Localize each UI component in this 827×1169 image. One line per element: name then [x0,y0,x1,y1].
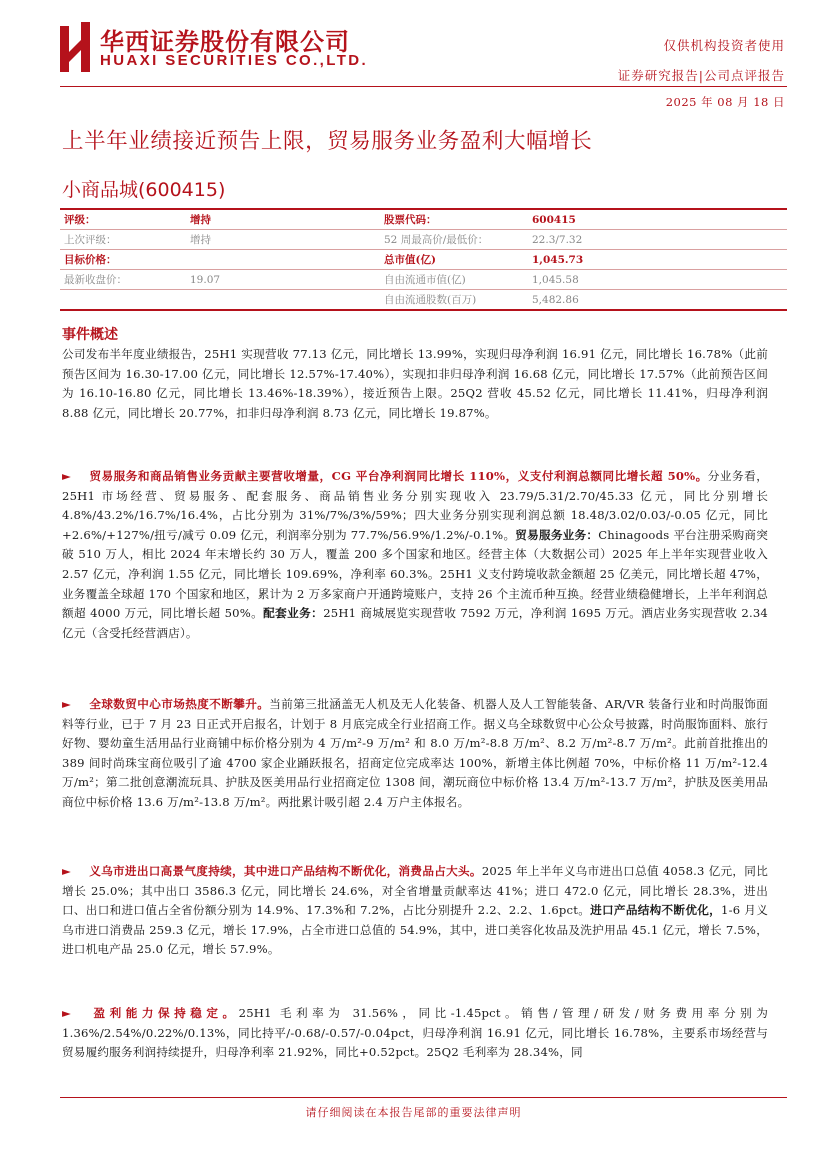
report-date: 2025 年 08 月 18 日 [665,95,785,109]
section-subheading: 贸易服务业务： [515,527,599,542]
table-cell: 自由流通市值(亿) [380,270,528,290]
bullet-arrow-icon: ► [62,469,72,483]
brand-name-en: HUAXI SECURITIES CO.,LTD. [100,52,369,69]
table-cell: 上次评级： [60,230,186,250]
section-text: 25H1 商城展览实现营收 7592 万元，净利润 1695 万元。酒店业务实现营收 2.34 亿元（含受托经营酒店）。 [62,606,769,640]
section-heading: 盈利能力保持稳定。 [89,1006,239,1020]
bullet-arrow-icon: ► [62,864,72,878]
huaxi-logo-icon [60,22,90,72]
table-row [60,209,787,230]
section-heading: 全球数贸中心市场热度不断攀升。 [89,697,270,711]
header-divider [60,86,787,87]
footer-divider [60,1097,787,1098]
audience-note: 仅供机构投资者使用 [663,38,785,53]
table-row [60,230,787,250]
bullet-arrow-icon: ► [62,1006,72,1020]
table-cell: 股票代码： [380,209,528,230]
table-row [60,250,787,270]
event-overview-body: 公司发布半年度业绩报告，25H1 实现营收 77.13 亿元，同比增长 13.99%，实现归母净利润 16.91 亿元，同比增长 16.78%（此前预告区间为 16.30-17.00 亿元，同比增长 12.57%-17.40%），实现扣非归母净利润 16.68 亿元，同比增长 17.57%（此前预告区间为 16.10-16.80 亿元，同比增长 13.46%-18.39%），接近预告上限。25Q2 营收 45.52 亿元，同比增长 11.41%，归母净利润 8.88 亿元，同比增长 20.77%，扣非归母净利润 8.73 亿元，同比增长 19.87%。 [62,347,768,420]
table-cell: 增持 [186,230,380,250]
table-cell: 总市值(亿) [380,250,528,270]
table-row [60,290,787,311]
bullet-arrow-icon: ► [62,697,72,711]
section-text: Chinagoods 平台注册采购商突破 510 万人，相比 2024 年末增长约 30 万人，覆盖 200 多个国家和地区。经营主体（大数据公司）2025 年上半年实现营业收入 2.57 亿元，净利润 1.55 亿元，同比增长 109.69%，净利率 60.3%。25H1 义支付跨境收款金额超 25 亿美元，同比增长超 47%，业务覆盖全球超 170 个国家和地区，累计为 2 万多家商户开通跨境账户，支持 26 个主流币种互换。经营业绩稳健增长，上半年利润总额超 4000 万元，同比增长超 50%。 [62,527,768,621]
section-trade-services [62,467,768,643]
section-subheading: 配套业务： [263,606,324,621]
table-cell: 目标价格： [60,250,186,270]
section-subheading: 进口产品结构不断优化， [590,903,722,918]
section-profitability [62,1004,768,1063]
report-type: 证券研究报告|公司点评报告 [617,68,785,83]
company-name: 小商品城(600415) [62,179,226,201]
section-text: 1-6 月义乌市进口消费品 259.3 亿元，增长 17.9%，占全市进口总值的 54.9%，其中，进口美容化妆品及洗护用品 45.1 亿元，增长 7.5%，进口机电产品 25.0 亿元，增长 57.9%。 [62,903,769,957]
table-cell [60,290,186,311]
table-cell: 自由流通股数(百万) [380,290,528,311]
table-cell: 1,045.73 [528,250,787,270]
table-cell: 5,482.86 [528,290,787,311]
table-cell: 增持 [186,209,380,230]
table-row [60,270,787,290]
table-cell [186,250,380,270]
section-text: 2025 年上半年义乌市进出口总值 4058.3 亿元，同比增长 25.0%；其中出口 3586.3 亿元，同比增长 24.6%，对全省增量贡献率达 41%；进口 472.0 亿元，同比增长 28.3%，进出口、出口和进口值占全省份额分别为 14.9%、17.3%和 7.2%，占比分别提升 2.2、2.2、1.6pct。 [62,864,768,918]
table-cell: 22.3/7.32 [528,230,787,250]
legal-notice: 请仔细阅读在本报告尾部的重要法律声明 [305,1106,522,1119]
table-cell: 评级： [60,209,186,230]
table-cell: 1,045.58 [528,270,787,290]
report-headline: 上半年业绩接近预告上限，贸易服务业务盈利大幅增长 [62,129,593,154]
section-text: 分业务看，25H1 市场经营、贸易服务、配套服务、商品销售业务分别实现收入 23.79/5.31/2.70/45.33 亿元，同比分别增长 4.8%/43.2%/16.7%/16.4%，占比分别为 31%/7%/3%/59%；四大业务分别实现利润总额 18.48/3.02/0.03/-0.05 亿元，同比+2.6%/+127%/扭亏/减亏 0.09 亿元，利润率分别为 77.7%/56.9%/1.2%/-0.1%。 [62,469,768,542]
brand-name-cn: 华西证券股份有限公司 [100,28,350,56]
stock-info-table [60,208,787,311]
section-yiwu-import-export [62,862,768,960]
section-digital-trade-center [62,695,768,813]
event-overview-title: 事件概述 [62,327,118,343]
section-text: 当前第三批涵盖无人机及无人化装备、机器人及人工智能装备、AR/VR 装备行业和时尚服饰面料等行业，已于 7 月 23 日正式开启报名，计划于 8 月底完成全行业招商工作。据义乌全球数贸中心公众号披露，时尚服饰面料、旅行好物、婴幼童生活用品行业商铺中标价格分别为 4 万/m²-9 万/m² 和 8.0 万/m²-8.8 万/m²、8.2 万/m²-8.7 万/m²。此前首批推出的 389 间时尚珠宝商位吸引了逾 4700 家企业踊跃报名，招商定位完成率达 100%，新增主体比例超 70%，中标价格 11 万/m²-12.4 万/m²；第二批创意潮流玩具、护肤及医美用品行业招商定位 1308 间，潮玩商位中标价格 13.4 万/m²-13.7 万/m²，护肤及医美用品商位中标价格 13.6 万/m²-13.8 万/m²。两批累计吸引超 2.4 万户主体报名。 [62,697,768,809]
table-cell: 最新收盘价： [60,270,186,290]
table-cell: 52 周最高价/最低价： [380,230,528,250]
section-heading: 贸易服务和商品销售业务贡献主要营收增量，CG 平台净利润同比增长 110%，义支付利润总额同比增长超 50%。 [89,469,708,483]
section-heading: 义乌市进出口高景气度持续，其中进口产品结构不断优化，消费品占大头。 [89,864,482,878]
table-cell [186,290,380,311]
table-cell: 19.07 [186,270,380,290]
section-text: 25H1 毛利率为 31.56%，同比-1.45pct。销售/管理/研发/财务费用率分别为 1.36%/2.54%/0.22%/0.13%，同比持平/-0.68/-0.57/-0.04pct，归母净利润 16.91 亿元，同比增长 16.78%，主要系市场经营与贸易履约服务利润持续提升，归母净利率 21.92%，同比+0.52pct。25Q2 毛利率为 28.34%，同 [62,1006,769,1060]
table-cell: 600415 [528,209,787,230]
